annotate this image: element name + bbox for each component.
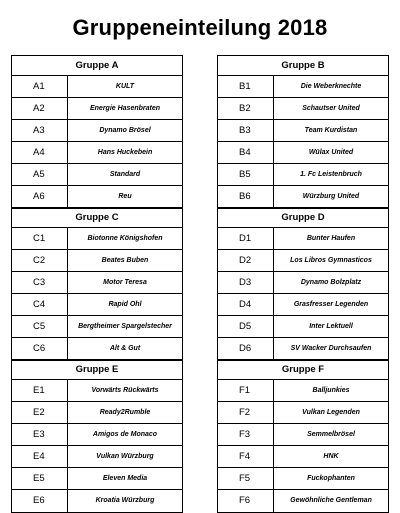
- team-code: E3: [12, 424, 68, 445]
- team-name: Balljunkies: [312, 387, 350, 394]
- team-name: Bergtheimer Spargelstecher: [78, 323, 172, 330]
- team-name: Grasfresser Legenden: [293, 301, 369, 308]
- table-row: [12, 228, 182, 250]
- table-row: [12, 468, 182, 490]
- table-row: [12, 424, 182, 446]
- table-row: [218, 468, 388, 490]
- group-b-header: Gruppe B: [218, 56, 388, 76]
- team-name: Amigos de Monaco: [92, 431, 158, 438]
- table-row: [12, 142, 182, 164]
- table-row: [12, 338, 182, 360]
- team-name: Dynamo Bolzplatz: [300, 279, 362, 286]
- table-row: [218, 76, 388, 98]
- team-name: Los Libros Gymnasticos: [290, 257, 372, 264]
- table-row: [218, 446, 388, 468]
- team-code: D4: [218, 294, 274, 315]
- team-name: Semmelbrösel: [307, 431, 355, 438]
- team-code: F6: [218, 490, 274, 512]
- table-row: [12, 294, 182, 316]
- table-row: [218, 316, 388, 338]
- table-row: [218, 98, 388, 120]
- table-row: [218, 142, 388, 164]
- team-name: Vorwärts Rückwärts: [91, 387, 159, 394]
- table-row: [12, 98, 182, 120]
- group-d-table: [217, 207, 389, 361]
- team-name: Schautser United: [302, 105, 360, 112]
- team-name: Eleven Media: [102, 475, 148, 482]
- team-name: Vulkan Würzburg: [96, 453, 154, 460]
- group-e-header: Gruppe E: [12, 360, 182, 380]
- table-row: [12, 316, 182, 338]
- team-name: Vulkan Legenden: [302, 409, 360, 416]
- table-row: [12, 380, 182, 402]
- team-name: Rapid Ohl: [108, 301, 142, 308]
- team-name: Team Kurdistan: [304, 127, 358, 134]
- table-row: [12, 272, 182, 294]
- group-c-table: [11, 207, 183, 361]
- team-name: Alt & Gut: [109, 345, 141, 352]
- table-row: [218, 272, 388, 294]
- team-code: E1: [12, 380, 68, 401]
- team-code: A4: [12, 142, 68, 163]
- team-name: Hans Huckebein: [97, 149, 153, 156]
- team-name: Energie Hasenbraten: [89, 105, 161, 112]
- team-code: D6: [218, 338, 274, 360]
- team-code: F4: [218, 446, 274, 467]
- team-name: Biotonne Königshofen: [87, 235, 163, 242]
- team-code: C3: [12, 272, 68, 293]
- team-name: SV Wacker Durchsaufen: [290, 345, 372, 352]
- team-code: F1: [218, 380, 274, 401]
- team-code: E6: [12, 490, 68, 512]
- team-code: C1: [12, 228, 68, 249]
- table-row: [12, 490, 182, 512]
- team-code: D5: [218, 316, 274, 337]
- team-code: F5: [218, 468, 274, 489]
- table-row: [218, 424, 388, 446]
- table-row: [218, 490, 388, 512]
- team-code: C6: [12, 338, 68, 360]
- team-code: A6: [12, 186, 68, 208]
- team-name: Dynamo Brösel: [99, 127, 151, 134]
- team-name: Würzburg United: [302, 193, 360, 200]
- team-name: Bunter Haufen: [306, 235, 356, 242]
- team-code: F3: [218, 424, 274, 445]
- page-title: Gruppeneinteilung 2018: [72, 15, 328, 40]
- team-code: C5: [12, 316, 68, 337]
- table-row: [12, 250, 182, 272]
- team-code: E2: [12, 402, 68, 423]
- table-row: [218, 120, 388, 142]
- team-code: B3: [218, 120, 274, 141]
- team-code: E4: [12, 446, 68, 467]
- table-row: [12, 186, 182, 208]
- group-f-header: Gruppe F: [218, 360, 388, 380]
- team-code: A5: [12, 164, 68, 185]
- team-code: D1: [218, 228, 274, 249]
- team-name: Beates Buben: [101, 257, 149, 264]
- table-row: [218, 186, 388, 208]
- group-f-table: [217, 359, 389, 513]
- table-row: [12, 446, 182, 468]
- table-row: [12, 402, 182, 424]
- team-name: Die Weberknechte: [300, 83, 362, 90]
- table-row: [218, 380, 388, 402]
- table-row: [218, 164, 388, 186]
- group-e-table: [11, 359, 183, 513]
- team-name: Inter Lektuell: [309, 323, 353, 330]
- team-name: HNK: [323, 453, 339, 460]
- team-code: D3: [218, 272, 274, 293]
- team-code: B4: [218, 142, 274, 163]
- team-code: D2: [218, 250, 274, 271]
- team-code: B5: [218, 164, 274, 185]
- team-code: B1: [218, 76, 274, 97]
- table-row: [218, 338, 388, 360]
- group-b-table: [217, 55, 389, 209]
- team-code: C4: [12, 294, 68, 315]
- table-row: [12, 76, 182, 98]
- team-name: Fuckophanten: [307, 475, 355, 482]
- team-name: Ready2Rumble: [99, 409, 151, 416]
- team-name: Standard: [109, 171, 141, 178]
- group-c-header: Gruppe C: [12, 208, 182, 228]
- team-code: B6: [218, 186, 274, 208]
- team-name: 1. Fc Leistenbruch: [300, 171, 362, 178]
- table-row: [218, 228, 388, 250]
- team-name: Wülax United: [308, 149, 354, 156]
- team-code: A2: [12, 98, 68, 119]
- table-row: [218, 294, 388, 316]
- team-code: A1: [12, 76, 68, 97]
- team-name: Kroatia Würzburg: [95, 497, 155, 504]
- group-a-header: Gruppe A: [12, 56, 182, 76]
- team-code: B2: [218, 98, 274, 119]
- team-name: Reu: [118, 193, 132, 200]
- team-code: F2: [218, 402, 274, 423]
- table-row: [218, 402, 388, 424]
- team-code: C2: [12, 250, 68, 271]
- team-name: KULT: [115, 83, 135, 90]
- team-code: A3: [12, 120, 68, 141]
- table-row: [218, 250, 388, 272]
- group-d-header: Gruppe D: [218, 208, 388, 228]
- team-name: Motor Teresa: [103, 279, 147, 286]
- team-code: E5: [12, 468, 68, 489]
- group-a-table: [11, 55, 183, 209]
- table-row: [12, 164, 182, 186]
- team-name: Gewöhnliche Gentleman: [290, 497, 372, 504]
- table-row: [12, 120, 182, 142]
